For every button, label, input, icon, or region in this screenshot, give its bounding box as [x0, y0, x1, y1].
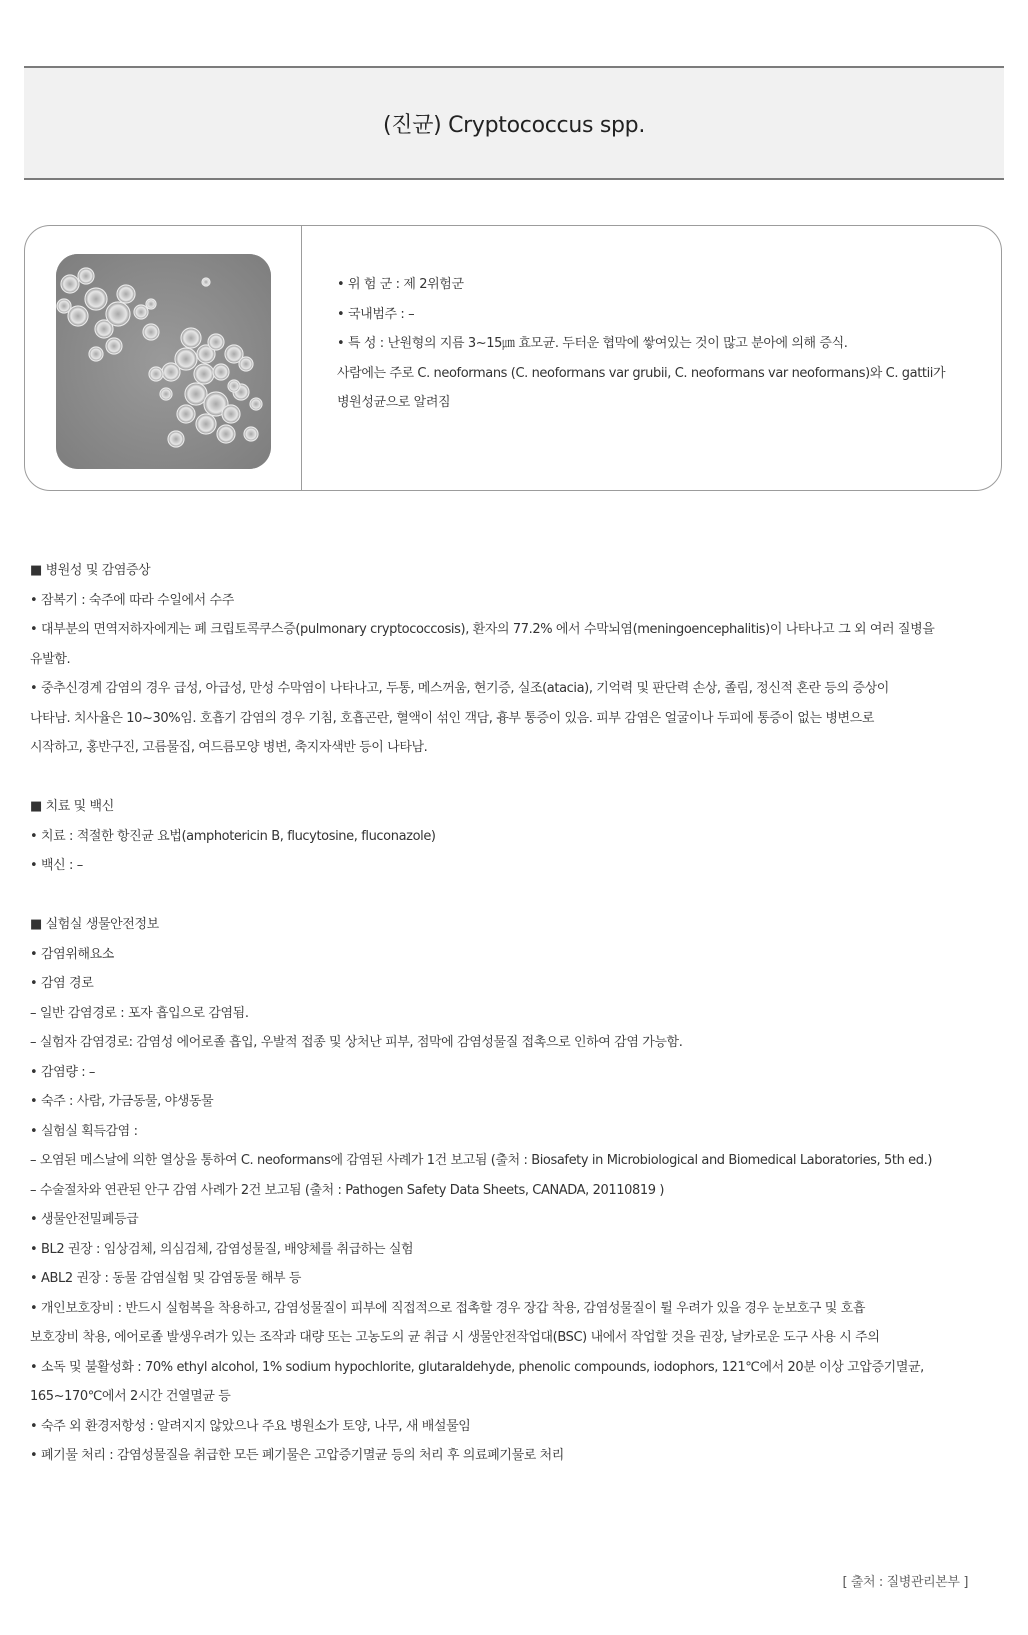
body-line: – 오염된 메스날에 의한 열상을 통하여 C. neoformans에 감염된 사례가 1건 보고됨 (출처 : Biosafety in Microbiological and Biomedical Laboratories, 5th ed.): [30, 1153, 933, 1168]
body-line: • 감염 경로: [30, 976, 94, 991]
yeast-cell: [117, 285, 135, 303]
yeast-cell: [146, 299, 156, 309]
body-line: • 폐기물 처리 : 감염성물질을 취급한 모든 폐기물은 고압증기멸균 등의 처리 후 의료폐기물로 처리: [30, 1448, 564, 1463]
yeast-cell: [149, 367, 163, 381]
yeast-cell: [177, 405, 195, 423]
body-line: – 일반 감염경로 : 포자 흡입으로 감염됨.: [30, 1005, 249, 1021]
micrograph-image: [56, 254, 271, 469]
yeast-cell: [208, 334, 224, 350]
body-line: • 실험실 획득감염 :: [30, 1123, 138, 1139]
yeast-cell: [194, 364, 214, 384]
body-line: • 백신 : –: [30, 858, 83, 873]
yeast-cell: [106, 302, 130, 326]
yeast-cell: [222, 405, 240, 423]
yeast-cell: [250, 398, 262, 410]
yeast-cell: [244, 427, 258, 441]
info-characteristics: • 특 성 : 난원형의 지름 3~15㎛ 효모균. 두터운 협막에 쌓여있는 것이 많고 분아에 의해 증식.: [337, 336, 848, 351]
yeast-cell: [202, 278, 210, 286]
section-heading: ■ 실험실 생물안전정보: [30, 917, 159, 932]
yeast-cell: [162, 363, 180, 381]
body-line: • 치료 : 적절한 항진균 요법(amphotericin B, flucytosine, fluconazole): [30, 828, 436, 844]
body-line: • 생물안전밀폐등급: [30, 1212, 139, 1227]
title-bar: [24, 66, 1004, 180]
yeast-cell: [181, 328, 201, 348]
source-citation: [ 출처 : 질병관리본부 ]: [842, 1575, 968, 1590]
section-heading: ■ 병원성 및 감염증상: [30, 563, 151, 578]
yeast-cell: [228, 380, 240, 392]
body-line: • 잠복기 : 숙주에 따라 수일에서 수주: [30, 592, 234, 608]
yeast-cell: [68, 306, 88, 326]
yeast-cell: [160, 388, 172, 400]
body-line: 유발함.: [30, 651, 71, 667]
yeast-cell: [106, 338, 122, 354]
micrograph-drawing: [56, 254, 271, 469]
body-line: • 감염위해요소: [30, 946, 114, 962]
body-line: – 실험자 감염경로: 감염성 에어로졸 흡입, 우발적 접종 및 상처난 피부, 점막에 감염성물질 접촉으로 인하여 감염 가능함.: [30, 1035, 683, 1050]
body-line: – 수술절차와 연관된 안구 감염 사례가 2건 보고됨 (출처 : Pathogen Safety Data Sheets, CANADA, 20110819 ): [30, 1182, 665, 1198]
body-line: • 대부분의 면역저하자에게는 폐 크립토콕쿠스증(pulmonary cryptococcosis), 환자의 77.2% 에서 수막뇌염(meningoencephalitis)이 나타나고 그 외 여러 질병을: [30, 622, 935, 637]
section-heading: ■ 치료 및 백신: [30, 799, 114, 814]
body-line: 나타남. 치사율은 10~30%임. 호흡기 감염의 경우 기침, 호흡곤란, 혈액이 섞인 객담, 흉부 통증이 있음. 피부 감염은 얼굴이나 두피에 통증이 없는 병변으로: [30, 710, 874, 726]
yeast-cell: [134, 305, 148, 319]
body-line: • BL2 권장 : 임상검체, 의심검체, 감염성물질, 배양체를 취급하는 실험: [30, 1241, 414, 1257]
body-line: • 중추신경계 감염의 경우 급성, 아급성, 만성 수막염이 나타나고, 두통, 메스꺼움, 현기증, 실조(atacia), 기억력 및 판단력 손상, 졸림, 정신적 혼란 등의 증상이: [30, 681, 889, 696]
yeast-cell: [143, 324, 159, 340]
body-line: • 개인보호장비 : 반드시 실험복을 착용하고, 감염성물질이 피부에 직접적으로 접촉할 경우 장갑 착용, 감염성물질이 튈 우려가 있을 경우 눈보호구 및 호흡: [30, 1300, 865, 1316]
yeast-cell: [196, 414, 216, 434]
info-domestic-category: • 국내범주 : –: [337, 306, 415, 322]
body-text: [30, 556, 1005, 1471]
yeast-cell: [213, 364, 229, 380]
yeast-cell: [61, 275, 79, 293]
body-line: 시작하고, 홍반구진, 고름물집, 여드름모양 병변, 축지자색반 등이 나타남.: [30, 740, 428, 755]
info-risk-group: • 위 험 군 : 제 2위험군: [337, 277, 464, 292]
info-divider: [301, 226, 302, 490]
page-title: (진균) Cryptococcus spp.: [382, 112, 646, 138]
body-line: • 소독 및 불활성화 : 70% ethyl alcohol, 1% sodium hypochlorite, glutaraldehyde, phenolic compounds, iodophors, 121℃에서 20분 이상 고압증기멸균,: [30, 1359, 924, 1375]
body-line: • 숙주 : 사람, 가금동물, 야생동물: [30, 1094, 214, 1109]
yeast-cell: [85, 288, 107, 310]
yeast-cell: [168, 431, 184, 447]
info-box: [24, 225, 1002, 491]
body-line: • 감염량 : –: [30, 1064, 96, 1080]
yeast-cell: [89, 347, 103, 361]
body-line: 165~170℃에서 2시간 건열멸균 등: [30, 1389, 231, 1404]
yeast-cell: [217, 425, 235, 443]
info-text: [337, 270, 977, 418]
yeast-cell: [239, 357, 253, 371]
body-line: • ABL2 권장 : 동물 감염실험 및 감염동물 해부 등: [30, 1271, 302, 1286]
info-continuation: 병원성균으로 알려짐: [337, 395, 451, 410]
yeast-cell: [78, 268, 94, 284]
body-line: 보호장비 착용, 에어로졸 발생우려가 있는 조작과 대량 또는 고농도의 균 취급 시 생물안전작업대(BSC) 내에서 작업할 것을 권장, 날카로운 도구 사용 시 주의: [30, 1330, 880, 1345]
info-continuation: 사람에는 주로 C. neoformans (C. neoformans var grubii, C. neoformans var neoformans)와 C. gattii가: [337, 365, 946, 381]
body-line: • 숙주 외 환경저항성 : 알려지지 않았으나 주요 병원소가 토양, 나무, 새 배설물임: [30, 1418, 471, 1434]
